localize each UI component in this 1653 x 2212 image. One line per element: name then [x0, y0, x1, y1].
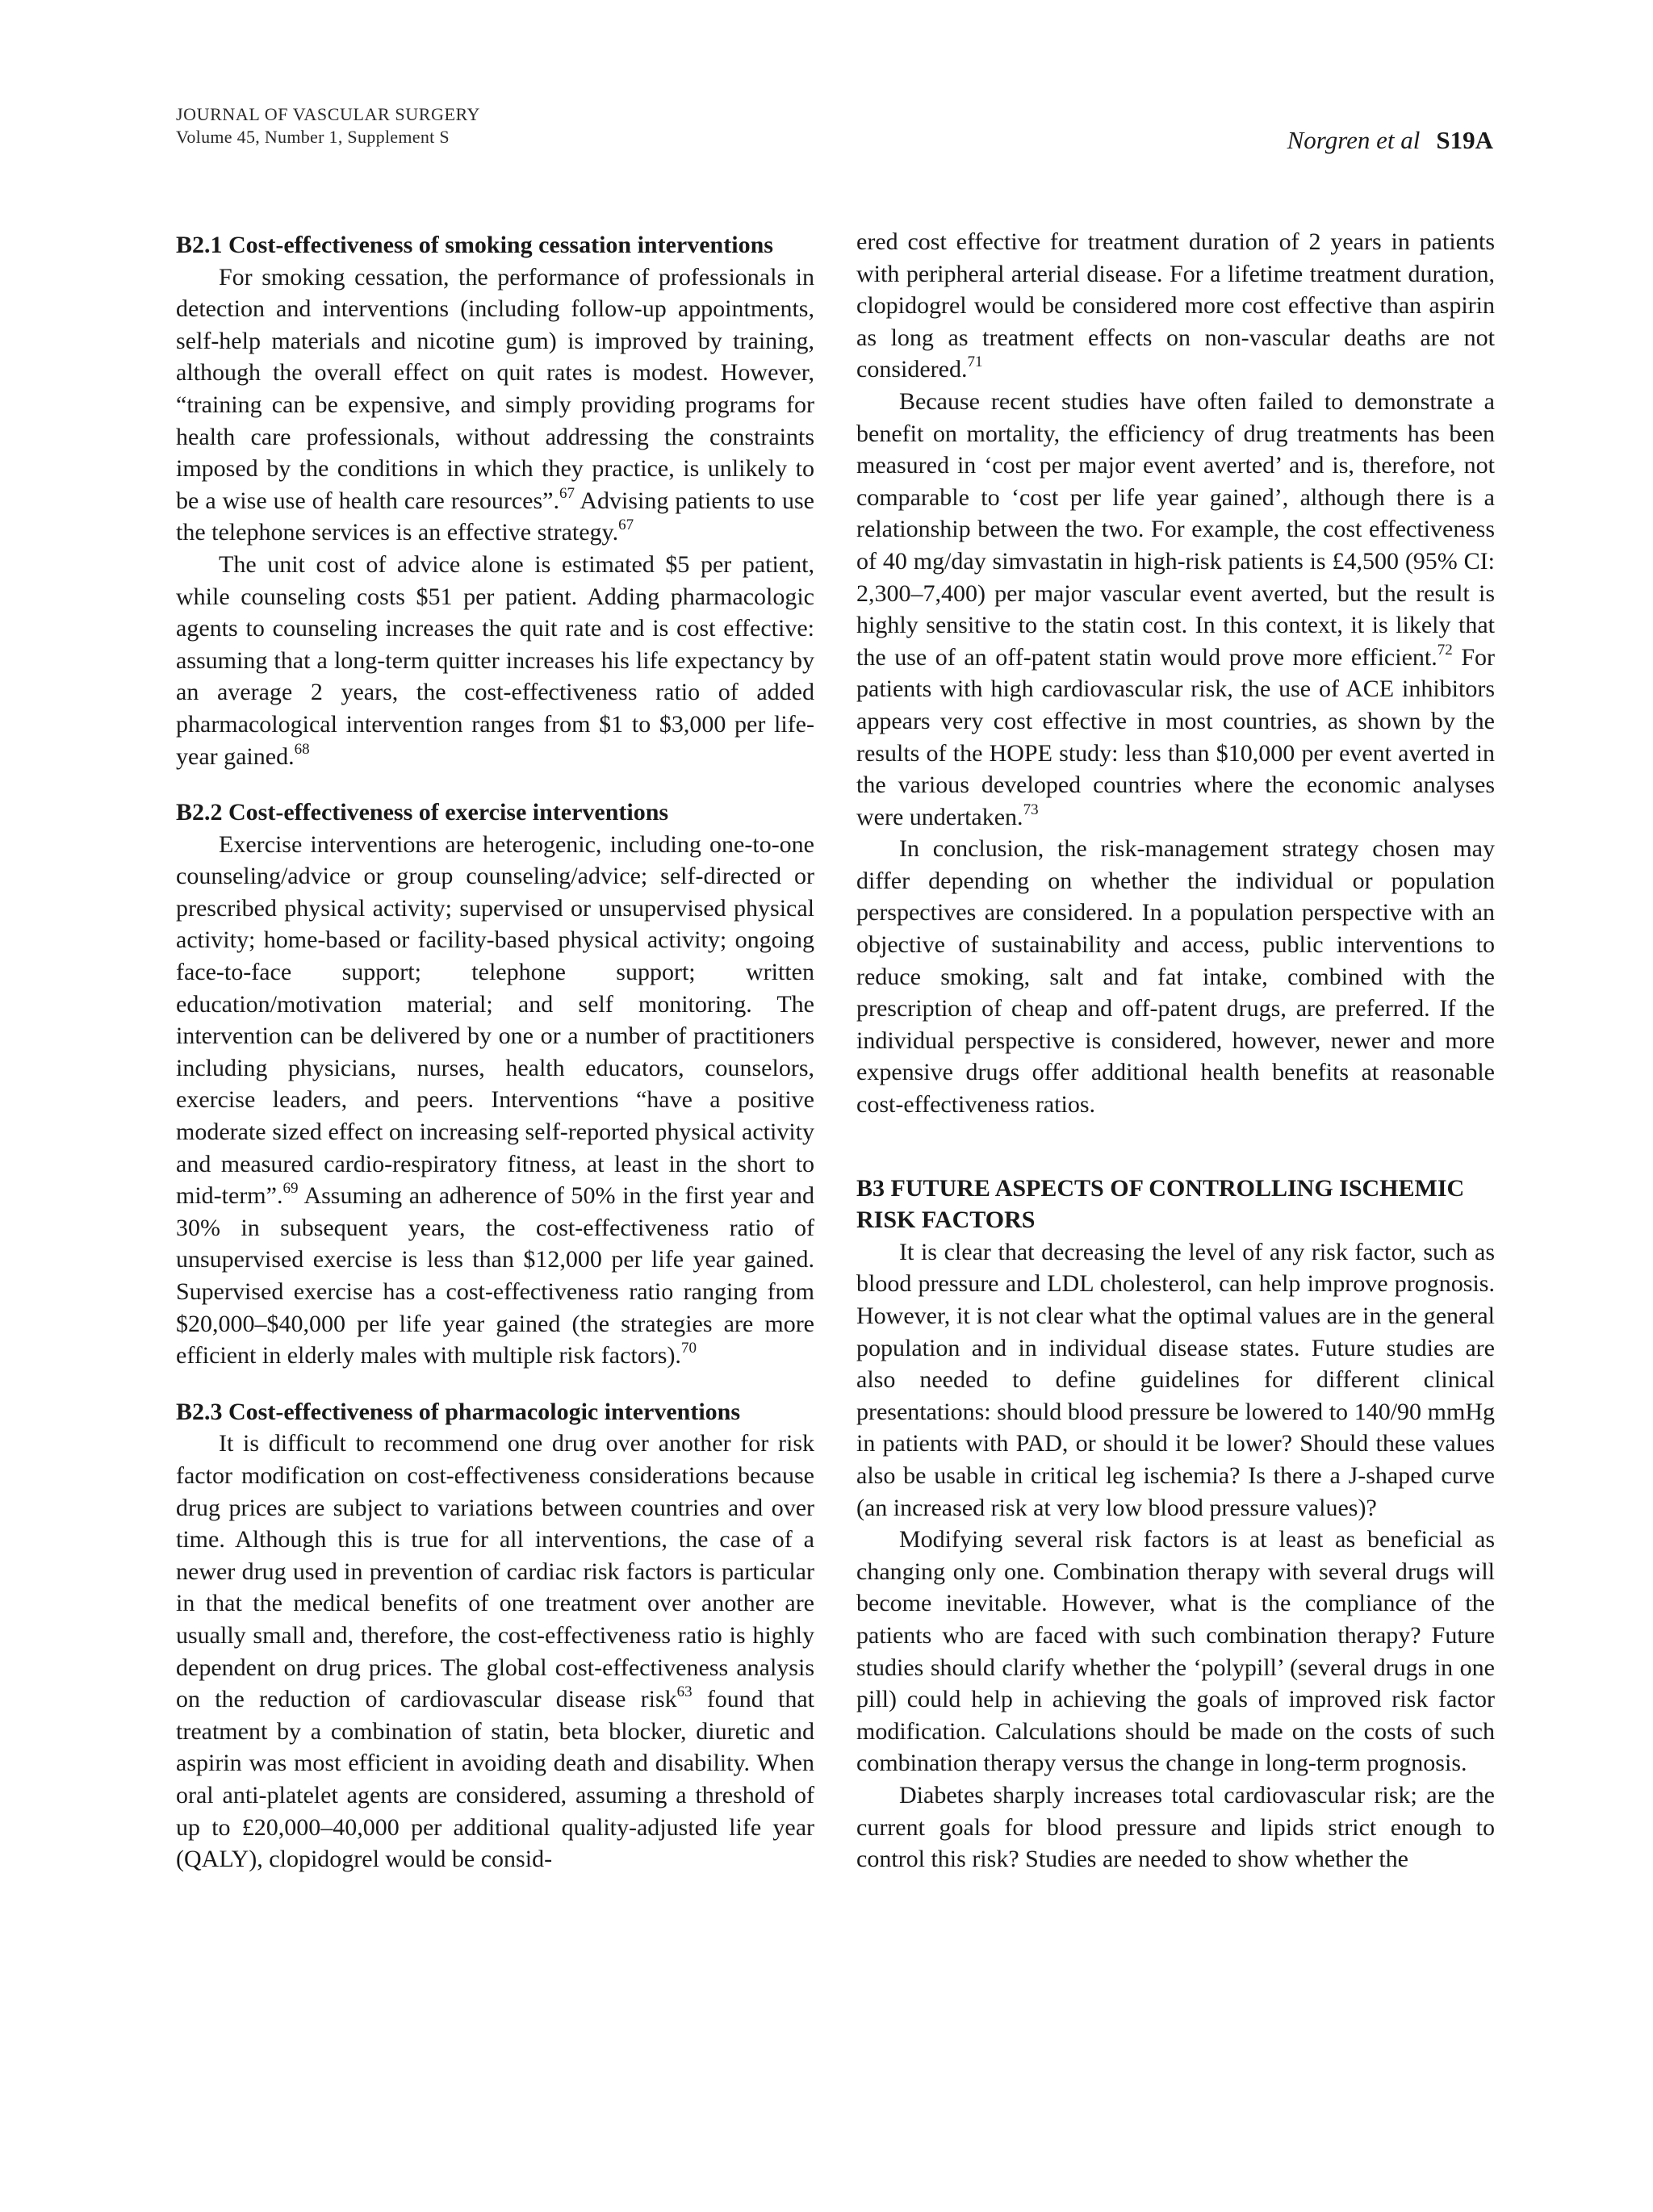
- left-column: [176, 229, 814, 1875]
- citation-ref: 63: [676, 1683, 693, 1701]
- journal-volume: Volume 45, Number 1, Supplement S: [176, 127, 450, 147]
- running-head-right: [1287, 126, 1493, 155]
- paragraph: [176, 549, 814, 772]
- citation-ref: 71: [967, 353, 983, 371]
- citation-ref: 72: [1437, 641, 1453, 659]
- citation-ref: 68: [294, 740, 310, 758]
- paragraph-text: Because recent studies have often failed to demonstrate a benefit on mortality, the efficiency of drug treatments has been measured in ‘cost per major event averted’ and is, therefore, not comparable to ‘cost per life year gained’, although there is a relationship between the two. For example, the cost effectiveness of 40 mg/day simvastatin in high-risk patients is £4,500 (95% CI: 2,300–7,400) per major vascular event averted, but the result is highly sensitive to the statin cost. In this context, it is likely that the use of an off-patent statin would prove more efficient.: [856, 387, 1495, 671]
- section-heading-b2-2: B2.2 Cost-effectiveness of exercise interventions: [176, 799, 669, 826]
- paragraph: [856, 386, 1495, 833]
- section-heading-b2-1: B2.1 Cost-effectiveness of smoking cessation interventions: [176, 232, 773, 258]
- section-heading-b2-3: B2.3 Cost-effectiveness of pharmacologic interventions: [176, 1398, 741, 1425]
- paragraph: [176, 261, 814, 549]
- paragraph-text: The unit cost of advice alone is estimated $5 per patient, while counseling costs $51 per patient. Adding pharmacologic agents to counseling increases the quit rate and is cost effective: assuming that a long-term quitter increases his life expectancy by an average 2 years, the cost-effectiveness ratio of added pharmacological intervention ranges from $1 to $3,000 per life-year gained.: [176, 550, 814, 770]
- paragraph: [176, 1428, 814, 1875]
- section-heading-b3: B3 FUTURE ASPECTS OF CONTROLLING ISCHEMIC RISK FACTORS: [856, 1174, 1465, 1234]
- paragraph-continued: [856, 226, 1495, 386]
- citation-ref: 70: [680, 1340, 697, 1357]
- paragraph-text: It is difficult to recommend one drug over another for risk factor modification on cost-effectiveness considerations because drug prices are subject to variations between countries and over time. Although this is true for all interventions, the case of a newer drug used in prevention of cardiac risk factors is particular in that the medical benefits of one treatment over another are usually small and, therefore, the cost-effectiveness ratio is highly dependent on drug prices. The global cost-effectiveness analysis on the reduction of cardiovascular disease risk: [176, 1430, 814, 1713]
- author-line: Norgren et al: [1287, 126, 1421, 154]
- citation-ref: 69: [282, 1180, 299, 1198]
- journal-title: JOURNAL OF VASCULAR SURGERY: [176, 104, 481, 124]
- paragraph-text: ered cost effective for treatment duration of 2 years in patients with peripheral arterial disease. For a lifetime treatment duration, clopidogrel would be considered more cost effective than aspirin as long as treatment effects on non-vascular deaths are not considered.: [856, 228, 1495, 383]
- paragraph-text: Advising patients to use the telephone services is an effective strategy.: [176, 487, 814, 546]
- paragraph: It is clear that decreasing the level of any risk factor, such as blood pressure and LDL cholesterol, can help improve prognosis. However, it is not clear what the optimal values are in the general population and in individual disease states. Future studies are also needed to define guidelines for different clinical presentations: should blood pressure be lowered to 140/90 mmHg in patients with PAD, or should it be lower? Should these values also be usable in critical leg ischemia? Is there a J-shaped curve (an increased risk at very low blood pressure values)?: [856, 1238, 1495, 1521]
- paragraph: In conclusion, the risk-management strategy chosen may differ depending on whether the individual or population perspectives are considered. In a population perspective with an objective of sustainability and access, public interventions to reduce smoking, salt and fat intake, combined with the prescription of cheap and off-patent drugs, are preferred. If the individual perspective is considered, however, newer and more expensive drugs offer additional health benefits at reasonable cost-effectiveness ratios.: [856, 835, 1495, 1119]
- paragraph: [176, 829, 814, 1372]
- citation-ref: 73: [1023, 801, 1039, 818]
- paragraph: Diabetes sharply increases total cardiovascular risk; are the current goals for blood pressure and lipids strict enough to control this risk? Studies are needed to show whether the: [856, 1781, 1495, 1873]
- right-column: [856, 226, 1495, 1875]
- citation-ref: 67: [618, 516, 634, 534]
- paragraph-text: found that treatment by a combination of statin, beta blocker, diuretic and aspirin was most efficient in avoiding death and disability. When oral anti-platelet agents are considered, assuming a threshold of up to £20,000–40,000 per additional quality-adjusted life year (QALY), clopidogrel would be consid-: [176, 1686, 814, 1873]
- running-head-left: [176, 103, 480, 148]
- page-number: S19A: [1436, 126, 1493, 154]
- paragraph-text: Exercise interventions are heterogenic, including one-to-one counseling/advice or group counseling/advice; self-directed or prescribed physical activity; supervised or unsupervised physical activity; home-based or facility-based physical activity; ongoing face-to-face support; telephone support; written education/motivation material; and self monitoring. The intervention can be delivered by one or a number of practitioners including physicians, nurses, health educators, counselors, exercise leaders, and peers. Interventions “have a positive moderate sized effect on increasing self-reported physical activity and measured cardio-respiratory fitness, at least in the short to mid-term”.: [176, 830, 814, 1210]
- paragraph-text: Assuming an adherence of 50% in the first year and 30% in subsequent years, the cost-effectiveness ratio of unsupervised exercise is less than $12,000 per life year gained. Supervised exercise has a cost-effectiveness ratio ranging from $20,000–$40,000 per life year gained (the strategies are more efficient in elderly males with multiple risk factors).: [176, 1182, 814, 1369]
- paragraph-text: For smoking cessation, the performance of professionals in detection and interventions (including follow-up appointments, self-help materials and nicotine gum) is improved by training, although the overall effect on quit rates is modest. However, “training can be expensive, and simply providing programs for health care professionals, without addressing the constraints imposed by the conditions in which they practice, is unlikely to be a wise use of health care resources”.: [176, 263, 814, 514]
- paragraph-text: For patients with high cardiovascular risk, the use of ACE inhibitors appears very cost effective in most countries, as shown by the results of the HOPE study: less than $10,000 per event averted in the various developed countries where the economic analyses were undertaken.: [856, 643, 1495, 830]
- citation-ref: 67: [559, 484, 575, 502]
- paragraph: Modifying several risk factors is at least as beneficial as changing only one. Combination therapy with several drugs will become inevitable. However, what is the compliance of the patients who are faced with such combination therapy? Future studies should clarify whether the ‘polypill’ (several drugs in one pill) could help in achieving the goals of improved risk factor modification. Calculations should be made on the costs of such combination therapy versus the change in long-term prognosis.: [856, 1526, 1495, 1777]
